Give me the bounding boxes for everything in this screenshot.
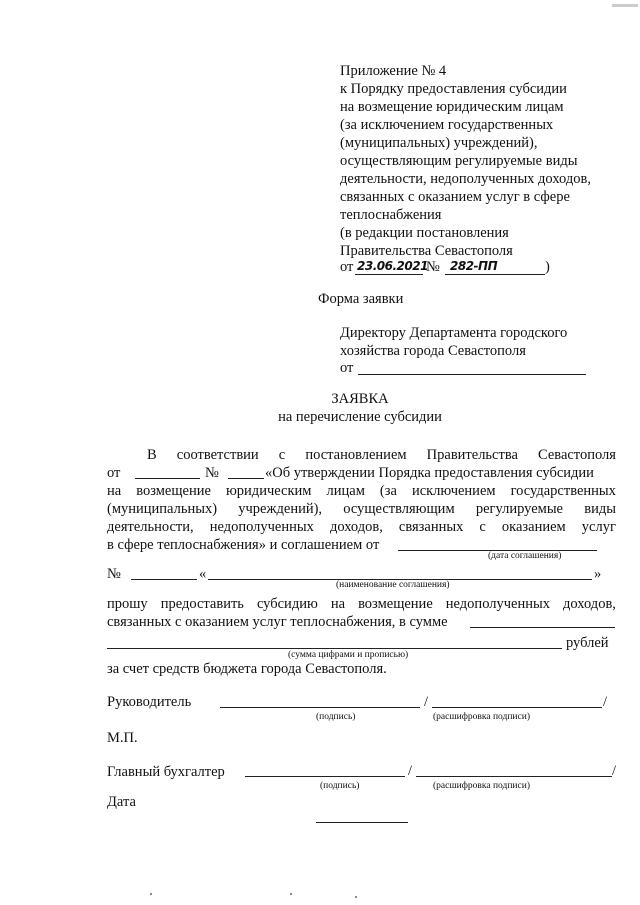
- sum-field-part-2: [107, 648, 562, 649]
- appendix-line: (в редакции постановления: [340, 225, 509, 241]
- sum-field-part-1: [470, 627, 615, 628]
- word: доходов,: [329, 519, 383, 535]
- word: на: [330, 596, 346, 612]
- caption-sum: (сумма цифрами и прописью): [288, 650, 409, 660]
- head-slash: /: [424, 694, 429, 710]
- addressee-from: от: [340, 360, 354, 376]
- body-row-2-number-sign: №: [205, 465, 219, 481]
- appendix-line: осуществляющим регулируемые виды: [340, 153, 578, 169]
- word: соответствии: [176, 447, 259, 463]
- appendix-number-underline: [445, 274, 545, 275]
- word: учреждений),: [238, 501, 323, 517]
- currency-label: рублей: [566, 635, 609, 651]
- word: постановлением: [305, 447, 407, 463]
- accountant-signature-field: [245, 776, 405, 777]
- head-signature-field: [220, 707, 420, 708]
- word: с: [278, 447, 286, 463]
- appendix-line: Приложение № 4: [340, 63, 447, 79]
- appendix-line: (за исключением государственных: [340, 117, 554, 133]
- appendix-date-underline: [355, 274, 423, 275]
- accountant-slash-end: /: [612, 763, 617, 779]
- body-row-6: в сфере теплоснабжения» и соглашением от: [107, 537, 380, 553]
- appendix-line: (муниципальных) учреждений),: [340, 135, 538, 151]
- word: Севастополя: [538, 447, 616, 463]
- caption-agreement-date: (дата соглашения): [488, 551, 562, 561]
- word: регулируемые: [475, 501, 563, 517]
- addressee-line: хозяйства города Севастополя: [340, 343, 526, 359]
- addressee-from-field: [358, 374, 586, 375]
- body-row-2-text: «Об утверждении Порядка предоставления субсидии: [265, 465, 594, 481]
- addressee-line: Директору Департамента городского: [340, 325, 568, 341]
- word: юридическим: [225, 483, 312, 499]
- word: услуг: [581, 519, 616, 535]
- word: осуществляющим: [343, 501, 455, 517]
- word: недополученных: [209, 519, 314, 535]
- body-row-7-close-quote: »: [594, 566, 602, 582]
- word: Правительства: [426, 447, 518, 463]
- accountant-label: Главный бухгалтер: [107, 764, 225, 780]
- body-row-7-open-quote: «: [199, 566, 207, 582]
- accountant-slash: /: [408, 763, 413, 779]
- head-caption-signature: (подпись): [316, 712, 356, 722]
- head-decoding-field: [432, 707, 602, 708]
- word: виды: [584, 501, 616, 517]
- word: (за: [379, 483, 397, 499]
- word: доходов,: [563, 596, 616, 612]
- agreement-number-field: [131, 579, 197, 580]
- appendix-date-value: 23.06.2021: [357, 259, 428, 273]
- appendix-line: связанных с оказанием услуг в сфере: [340, 189, 570, 205]
- body-row-7-number-sign: №: [107, 566, 121, 582]
- accountant-decoding-field: [416, 776, 612, 777]
- word: деятельности,: [107, 519, 194, 535]
- head-caption-decoding: (расшифровка подписи): [433, 712, 530, 722]
- body-row-5: [107, 518, 616, 536]
- body-row-11: за счет средств бюджета города Севастополя.: [107, 661, 387, 677]
- appendix-line: Правительства Севастополя: [340, 243, 513, 259]
- appendix-close-paren: ): [545, 259, 550, 275]
- word: недополученных: [445, 596, 550, 612]
- body-row-2-from: от: [107, 465, 121, 481]
- appendix-line: теплоснабжения: [340, 207, 442, 223]
- word: субсидию: [256, 596, 318, 612]
- resolution-date-field: [135, 478, 200, 479]
- word: возмещение: [136, 483, 211, 499]
- date-field: [316, 822, 408, 823]
- word: возмещение: [358, 596, 433, 612]
- accountant-caption-signature: (подпись): [320, 781, 360, 791]
- appendix-date-prefix: от: [340, 259, 354, 275]
- appendix-number-sign: №: [426, 259, 440, 275]
- body-row-9: связанных с оказанием услуг теплоснабжения, в сумме: [107, 614, 448, 630]
- form-label: Форма заявки: [318, 291, 404, 307]
- date-label: Дата: [107, 794, 136, 810]
- appendix-line: деятельности, недополученных доходов,: [340, 171, 591, 187]
- word: исключением: [411, 483, 496, 499]
- stamp-label: М.П.: [107, 730, 138, 746]
- body-row-4: [107, 500, 616, 518]
- word: с: [479, 519, 486, 535]
- word: (муниципальных): [107, 501, 218, 517]
- word: оказанием: [501, 519, 566, 535]
- word: государственных: [510, 483, 616, 499]
- appendix-number-value: 282-ПП: [450, 259, 498, 273]
- accountant-caption-decoding: (расшифровка подписи): [433, 781, 530, 791]
- word: лицам: [326, 483, 365, 499]
- resolution-number-field: [228, 478, 264, 479]
- body-row-8: [107, 595, 616, 613]
- head-label: Руководитель: [107, 694, 192, 710]
- word: прошу: [107, 596, 148, 612]
- head-slash-end: /: [603, 694, 608, 710]
- document-subtitle: на перечисление субсидии: [278, 409, 442, 425]
- appendix-line: к Порядку предоставления субсидии: [340, 81, 567, 97]
- appendix-line: на возмещение юридическим лицам: [340, 99, 564, 115]
- word: связанных: [398, 519, 464, 535]
- caption-agreement-name: (наименование соглашения): [336, 580, 450, 590]
- word: В: [147, 447, 157, 463]
- word: предоставить: [160, 596, 244, 612]
- body-row-3: [107, 482, 616, 500]
- word: на: [107, 483, 122, 499]
- body-row-1: [147, 446, 616, 464]
- document-title: ЗАЯВКА: [331, 391, 389, 407]
